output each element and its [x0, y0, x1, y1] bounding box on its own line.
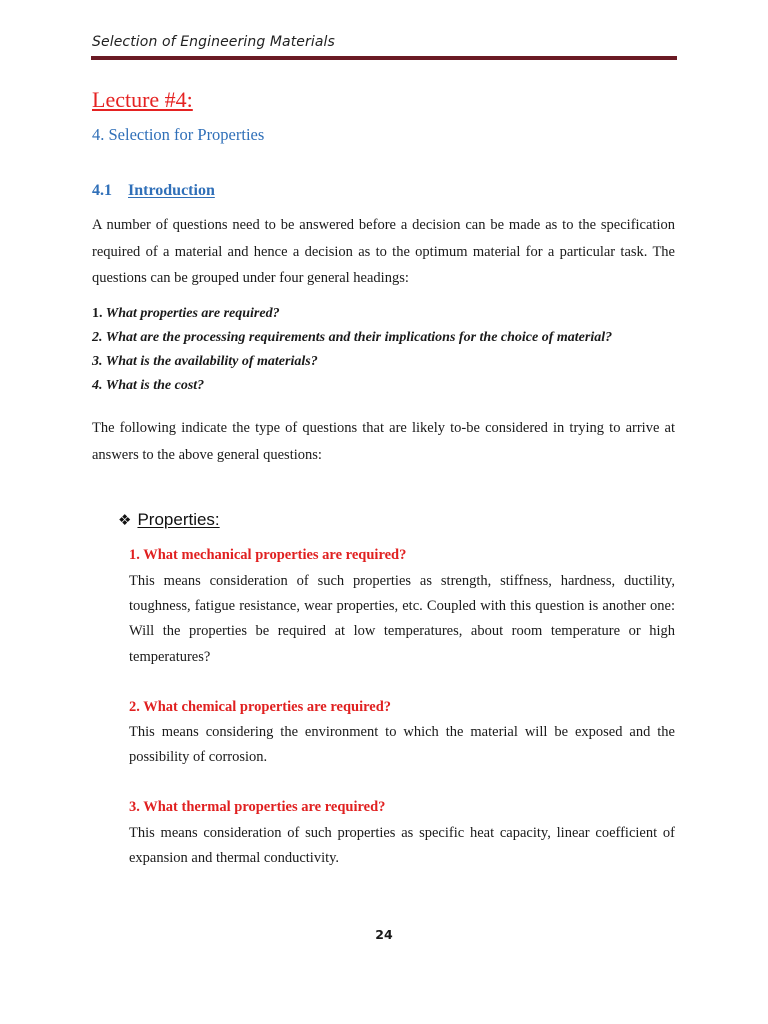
chemical-body: This means considering the environment to which the material will be exposed and the possibility of corrosion. — [129, 724, 675, 766]
thermal-question: 3. What thermal properties are required? — [129, 799, 386, 815]
section-title: 4. Selection for Properties — [92, 125, 265, 144]
lecture-title: Lecture #4: — [92, 87, 193, 112]
subsection-heading — [92, 182, 215, 200]
thermal-body: This means consideration of such properties as specific heat capacity, linear coefficient of expansion and thermal conductivity. — [129, 825, 675, 867]
diamond-bullet-icon: ❖ — [118, 512, 132, 529]
page-number: 24 — [375, 927, 393, 942]
mechanical-question: 1. What mechanical properties are required? — [129, 547, 407, 563]
subsection-title: Introduction — [128, 182, 215, 199]
followup-paragraph: The following indicate the type of questions that are likely to-be considered in trying to arrive at answers to the above general questions: — [92, 420, 675, 463]
subsection-number: 4.1 — [92, 182, 112, 199]
list-item: 3. What is the availability of materials? — [92, 354, 318, 369]
mechanical-body: This means consideration of such properties as strength, stiffness, hardness, ductility, toughness, fatigue resistance, wear properties, etc. Coupled with this question is another one: Will the properties be required at low temperatures, about room temperature or high temperatures? — [129, 573, 675, 665]
list-item: 4. What is the cost? — [92, 378, 205, 393]
intro-paragraph: A number of questions need to be answered before a decision can be made as to the specification required of a material and hence a decision as to the optimum material for a particular task. The questions can be grouped under four general headings: — [92, 217, 675, 286]
list-item: 1. What properties are required? — [92, 306, 280, 321]
chemical-question: 2. What chemical properties are required? — [129, 699, 392, 715]
running-header: Selection of Engineering Materials — [92, 34, 335, 50]
list-item: 2. What are the processing requirements and their implications for the choice of material? — [92, 330, 613, 345]
properties-heading: ❖ Properties: — [118, 510, 220, 529]
general-questions-list — [92, 302, 612, 398]
header-rule — [91, 56, 677, 60]
